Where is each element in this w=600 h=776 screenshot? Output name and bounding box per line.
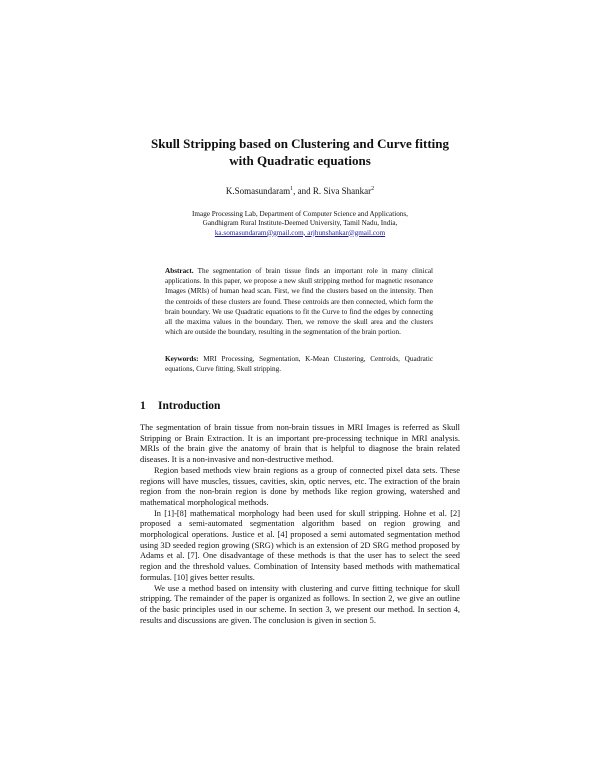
introduction-body [140, 423, 460, 626]
keywords-text: MRI Processing, Segmentation, K-Mean Clustering, Centroids, Quadratic equations, Curve fitting, Skull stripping. [165, 355, 434, 374]
affiliation-line-1: Image Processing Lab, Department of Computer Science and Applications, [192, 210, 408, 218]
author-1: K.Somasundaram [225, 186, 291, 196]
author-list [100, 186, 500, 196]
abstract [165, 266, 433, 337]
keywords-label: Keywords: [165, 355, 199, 363]
paragraph: We use a method based on intensity with clustering and curve fitting technique for skull stripping. The remainder of the paper is organized as follows. In section 2, we give an outline of the basic principles used in our scheme. In section 3, we present our method. In section 4, results and discussions are given. The conclusion is given in section 5. [140, 583, 460, 625]
section-heading-introduction [140, 400, 220, 412]
author-connector: , and R. Siva Shankar [293, 186, 372, 196]
paragraph: The segmentation of brain tissue from non-brain tissues in MRI Images is referred as Skull Stripping or Brain Extraction. It is an important pre-processing technique in MRI analysis. MRIs of the brain give the anatomy of brain that is helpful to diagnose the brain related diseases. It is a non-invasive and non-destructive method. [140, 423, 460, 465]
author-1-affiliation-mark: 1 [290, 186, 294, 192]
author-2-affiliation-mark: 2 [371, 186, 375, 192]
section-number: 1 [140, 400, 146, 412]
abstract-label: Abstract. [165, 267, 194, 275]
paragraph: Region based methods view brain regions as a group of connected pixel data sets. These regions will have muscles, tissues, cavities, skin, optic nerves, etc. The extraction of the brain region from the non-brain region is done by methods like region growing, watershed and mathematical morphological methods. [140, 465, 460, 507]
affiliation [100, 210, 500, 238]
affiliation-line-2: Gandhigram Rural Institute-Deemed University, Tamil Nadu, India, [202, 219, 398, 228]
title-line-1: Skull Stripping based on Clustering and Curve fitting [151, 136, 449, 151]
title-line-2: with Quadratic equations [229, 153, 371, 168]
keywords [165, 354, 433, 374]
paper-title [100, 135, 500, 169]
author-emails-link[interactable]: ka.somasundaram@gmail.com, arjhunshankar@gmail.com [214, 228, 386, 237]
abstract-text: The segmentation of brain tissue finds an important role in many clinical applications. In this paper, we propose a new skull stripping method for magnetic resonance Images (MRIs) of human head scan. First, we find the clusters based on the intensity. Then the centroids of these clusters are found. These centroids are then connected, which form the brain boundary. We use Quadratic equations to fit the Curve to find the edges by connecting all the maxima values in the boundary. Then, we remove the skull area and the clusters which are outside the boundary, resulting in the segmentation of the brain portion. [165, 267, 434, 337]
section-title: Introduction [158, 400, 221, 412]
paragraph: In [1]-[8] mathematical morphology had been used for skull stripping. Hohne et al. [2] proposed a semi-automated segmentation algorithm based on region growing and morphological operations. Justice et al. [4] proposed a semi automated segmentation method using 3D seeded region growing (SRG) which is an extension of 2D SRG method proposed by Adams et al. [7]. One disadvantage of these methods is that the user has to select the seed region and the threshold values. Combination of Intensity based methods with mathematical formulas. [10] gives better results. [140, 508, 460, 582]
